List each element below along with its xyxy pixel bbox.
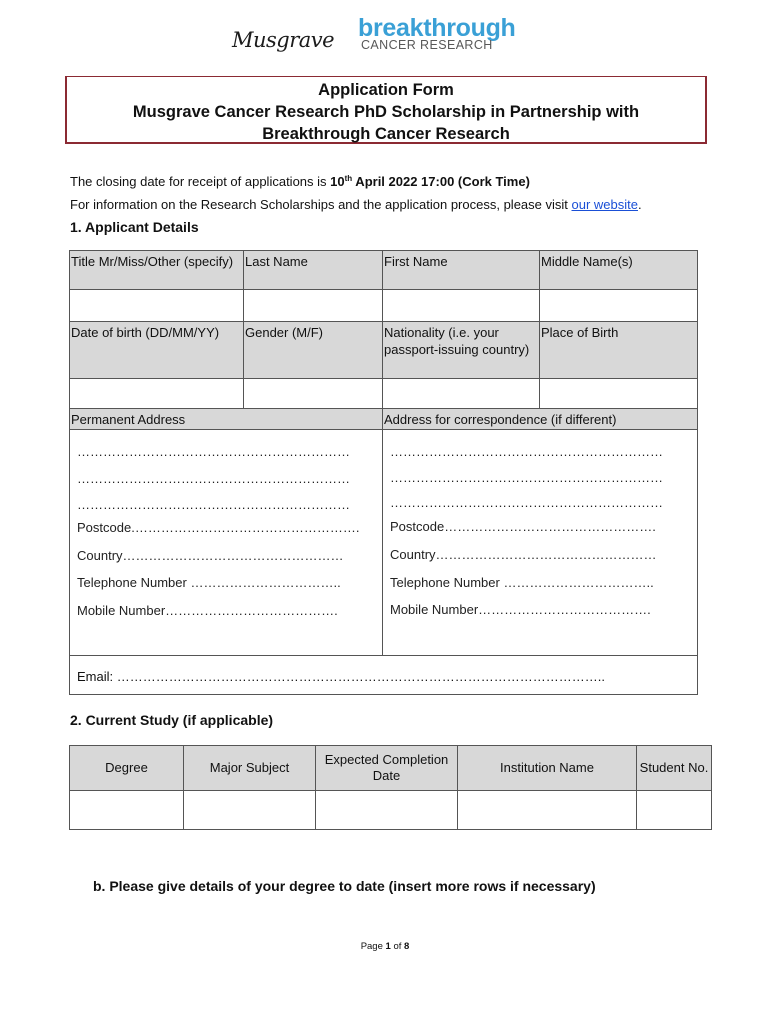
- middle-name-field[interactable]: [540, 290, 698, 322]
- website-link[interactable]: our website: [571, 197, 638, 212]
- gender-field[interactable]: [244, 379, 383, 409]
- section1-heading: 1. Applicant Details: [70, 219, 199, 235]
- header-logos: [0, 14, 770, 54]
- major-subject-header: Major Subject: [184, 746, 316, 791]
- country-line: Country……………………………………………: [77, 548, 344, 563]
- postcode-line: Postcode.…………………………………………….: [77, 520, 360, 535]
- title-label: Title Mr/Miss/Other (specify): [70, 251, 244, 290]
- student-no-header: Student No.: [637, 746, 712, 791]
- current-study-table: [69, 745, 712, 830]
- middle-name-label: Middle Name(s): [540, 251, 698, 290]
- mobile-line: Mobile Number………………………………….: [77, 603, 338, 618]
- form-subtitle-line2: Breakthrough Cancer Research: [262, 125, 510, 143]
- degree-field[interactable]: [70, 791, 184, 830]
- breakthrough-logo-word: breakthrough: [358, 14, 516, 42]
- breakthrough-logo-subtitle: CANCER RESEARCH: [361, 38, 493, 52]
- last-name-field[interactable]: [244, 290, 383, 322]
- degree-details-heading: b. Please give details of your degree to date (insert more rows if necessary): [93, 878, 596, 894]
- section2-heading: 2. Current Study (if applicable): [70, 712, 274, 728]
- completion-date-field[interactable]: [316, 791, 458, 830]
- student-no-field[interactable]: [637, 791, 712, 830]
- address-line: ………………………………………………………: [390, 470, 663, 485]
- address-line: ………………………………………………………: [77, 471, 350, 486]
- place-of-birth-label: Place of Birth: [540, 322, 698, 379]
- nationality-label: Nationality (i.e. your passport-issuing country): [383, 322, 540, 379]
- intro-text: [70, 167, 730, 216]
- place-of-birth-field[interactable]: [540, 379, 698, 409]
- address-line: ………………………………………………………: [390, 495, 663, 510]
- dob-label: Date of birth (DD/MM/YY): [70, 322, 244, 379]
- institution-header: Institution Name: [458, 746, 637, 791]
- correspondence-address-field[interactable]: [383, 430, 698, 656]
- address-line: ………………………………………………………: [77, 444, 350, 459]
- telephone-line: Telephone Number ……………………………..: [77, 575, 341, 590]
- postcode-line: Postcode………………………………………….: [390, 519, 656, 534]
- form-title-box: [65, 76, 707, 144]
- mobile-line: Mobile Number………………………………….: [390, 602, 651, 617]
- major-subject-field[interactable]: [184, 791, 316, 830]
- degree-header: Degree: [70, 746, 184, 791]
- closing-date-line: The closing date for receipt of applications is 10th April 2022 17:00 (Cork Time): [70, 174, 530, 189]
- last-name-label: Last Name: [244, 251, 383, 290]
- form-subtitle-line1: Musgrave Cancer Research PhD Scholarship in Partnership with: [132, 103, 640, 121]
- address-line: ………………………………………………………: [77, 497, 350, 512]
- musgrave-logo: Musgrave: [232, 28, 335, 52]
- page-number: Page 1 of 8: [360, 941, 410, 952]
- info-line: For information on the Research Scholarships and the application process, please visit our website.: [70, 197, 642, 212]
- form-title: Application Form: [318, 81, 454, 99]
- permanent-address-label: Permanent Address: [70, 409, 383, 430]
- correspondence-address-label: Address for correspondence (if different): [383, 409, 698, 430]
- first-name-label: First Name: [383, 251, 540, 290]
- dob-field[interactable]: [70, 379, 244, 409]
- first-name-field[interactable]: [383, 290, 540, 322]
- permanent-address-field[interactable]: [70, 430, 383, 656]
- address-line: ………………………………………………………: [390, 444, 663, 459]
- nationality-field[interactable]: [383, 379, 540, 409]
- institution-field[interactable]: [458, 791, 637, 830]
- country-line: Country……………………………………………: [390, 547, 657, 562]
- completion-date-header: Expected Completion Date: [316, 746, 458, 791]
- gender-label: Gender (M/F): [244, 322, 383, 379]
- telephone-line: Telephone Number ……………………………..: [390, 575, 654, 590]
- email-field[interactable]: Email: …………………………………………………………………………………………………..: [70, 656, 698, 695]
- title-field[interactable]: [70, 290, 244, 322]
